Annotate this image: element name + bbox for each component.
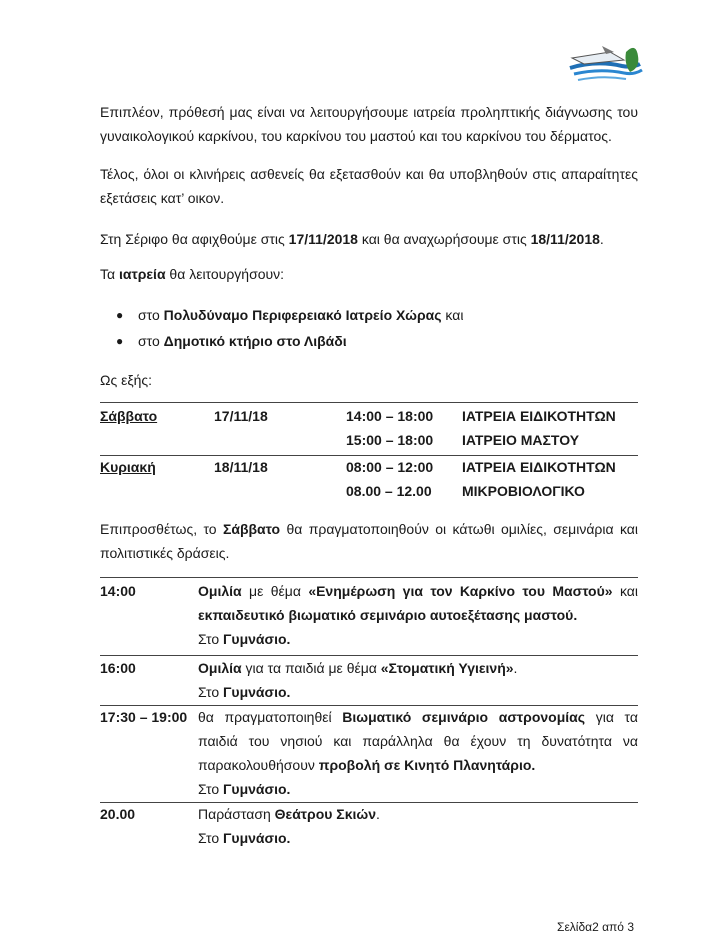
departure-text: και θα αναχωρήσουμε στις — [357, 231, 531, 247]
schedule-divider — [100, 402, 638, 403]
event-location: Γυμνάσιο. — [223, 631, 291, 647]
event-location-prefix: Στο — [198, 631, 223, 647]
event-location: Γυμνάσιο. — [223, 684, 291, 700]
bullet-1-place: Πολυδύναμο Περιφερειακό Ιατρείο Χώρας — [163, 307, 442, 323]
bullet-item-1 — [138, 303, 463, 327]
clinics-intro-paragraph — [100, 262, 638, 286]
event-location-prefix: Στο — [198, 830, 223, 846]
activities-intro-text: Επιπροσθέτως, το — [100, 521, 223, 537]
arrival-date: 17/11/2018 — [288, 231, 358, 247]
schedule-date-sunday: 18/11/18 — [214, 459, 268, 475]
schedule-date-saturday: 17/11/18 — [214, 408, 268, 424]
organization-logo-icon — [566, 38, 644, 84]
activities-intro-paragraph — [100, 517, 638, 565]
home-exams-paragraph — [100, 162, 638, 210]
bullet-2-place: Δημοτικό κτήριο στο Λιβάδι — [163, 333, 347, 349]
schedule-time: 15:00 – 18:00 — [346, 432, 434, 448]
clinics-intro-text: Τα — [100, 266, 119, 282]
event-location: Γυμνάσιο. — [223, 781, 291, 797]
event-time: 16:00 — [100, 660, 136, 676]
event-text: Παράσταση — [198, 806, 275, 822]
event-topic: «Ενημέρωση για τον Καρκίνο του Μαστού» — [308, 583, 613, 599]
schedule-time: 08:00 – 12:00 — [346, 459, 434, 475]
schedule-day-sunday: Κυριακή — [100, 459, 156, 475]
schedule-service: ΙΑΤΡΕΙΑ ΕΙΔΙΚΟΤΗΤΩΝ — [462, 408, 616, 424]
event-text: θα πραγματοποιηθεί — [198, 709, 343, 725]
event-location-prefix: Στο — [198, 781, 223, 797]
page-number: Σελίδα2 από 3 — [557, 920, 634, 934]
intro-paragraph — [100, 100, 638, 148]
event-description — [198, 656, 638, 704]
as-follows-label — [100, 368, 638, 392]
bullet-dot-icon: ● — [116, 308, 124, 322]
event-text: . — [513, 660, 518, 676]
event-topic: Θεάτρου Σκιών — [274, 806, 377, 822]
event-text: και — [612, 583, 638, 599]
event-text: για τα παιδιά του νησιού και παράλληλα θα έχουν τη δυνατότητα να παρακολουθήσουν — [198, 709, 638, 773]
event-text: για τα παιδιά με θέμα — [241, 660, 381, 676]
bullet-2-prefix: στο — [138, 333, 164, 349]
event-description — [198, 579, 638, 651]
period: . — [599, 231, 604, 247]
event-text: . — [376, 806, 380, 822]
schedule-service: ΙΑΤΡΕΙΑ ΕΙΔΙΚΟΤΗΤΩΝ — [462, 459, 616, 475]
event-time: 14:00 — [100, 583, 136, 599]
event-type: Ομιλία — [198, 583, 242, 599]
intro-text: Επιπλέον, πρόθεσή μας είναι να λειτουργήσουμε ιατρεία προληπτικής διάγνωσης του γυναικολογικού καρκίνου, του καρκίνου του μαστού και του καρκίνου του δέρματος. — [100, 104, 638, 144]
event-time: 20.00 — [100, 806, 136, 822]
departure-date: 18/11/2018 — [530, 231, 600, 247]
event-topic: «Στοματική Υγιεινή» — [380, 660, 514, 676]
home-exams-text: Τέλος, όλοι οι κλινήρεις ασθενείς θα εξετασθούν και θα υποβληθούν στις απαραίτητες εξετάσεις κατ’ οικον. — [100, 166, 638, 206]
activities-day: Σάββατο — [222, 521, 281, 537]
event-topic: προβολή σε Κινητό Πλανητάριο. — [318, 757, 536, 773]
event-location-prefix: Στο — [198, 684, 223, 700]
as-follows-text: Ως εξής: — [100, 372, 153, 388]
schedule-service: ΜΙΚΡΟΒΙΟΛΟΓΙΚΟ — [462, 483, 585, 499]
schedule-time: 14:00 – 18:00 — [346, 408, 434, 424]
event-description — [198, 705, 638, 801]
schedule-time: 08.00 – 12.00 — [346, 483, 432, 499]
bullet-1-prefix: στο — [138, 307, 164, 323]
event-seminar: εκπαιδευτικό βιωματικό σεμινάριο αυτοεξέτασης μαστού. — [198, 607, 578, 623]
event-type: Ομιλία — [198, 660, 242, 676]
events-divider — [100, 577, 638, 578]
event-time: 17:30 – 19:00 — [100, 709, 188, 725]
event-location: Γυμνάσιο. — [223, 830, 291, 846]
arrival-paragraph — [100, 227, 638, 251]
bullet-1-suffix: και — [441, 307, 464, 323]
clinics-word: ιατρεία — [119, 266, 166, 282]
arrival-text: Στη Σέριφο θα αφιχθούμε στις — [100, 231, 289, 247]
event-description — [198, 802, 638, 850]
schedule-service: ΙΑΤΡΕΙΟ ΜΑΣΤΟΥ — [462, 432, 580, 448]
clinics-intro-rest: θα λειτουργήσουν: — [165, 266, 285, 282]
bullet-item-2 — [138, 329, 347, 353]
schedule-day-saturday: Σάββατο — [100, 408, 158, 424]
bullet-dot-icon: ● — [116, 334, 124, 348]
event-seminar: Βιωματικό σεμινάριο αστρονομίας — [342, 709, 586, 725]
event-text: με θέμα — [241, 583, 309, 599]
activities-intro-rest: θα πραγματοποιηθούν οι κάτωθι ομιλίες, σεμινάρια και πολιτιστικές δράσεις. — [100, 521, 639, 561]
